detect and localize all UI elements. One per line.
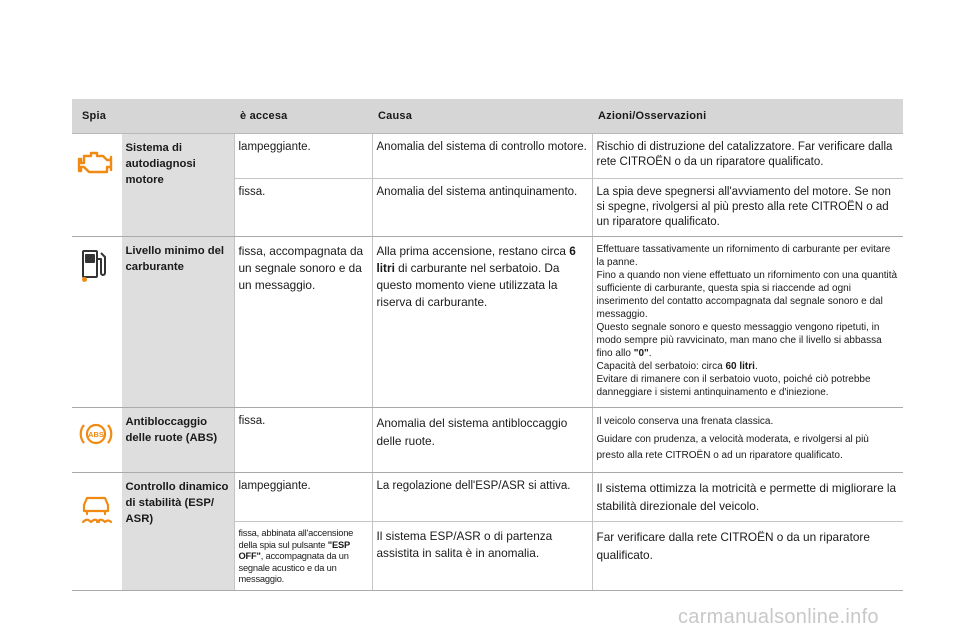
- cause-text: Il sistema ESP/ASR o di partenza assistita in salita è in anomalia.: [372, 522, 592, 591]
- action-paragraph: [597, 360, 900, 373]
- action-paragraph: Guidare con prudenza, a velocità moderata, e rivolgersi al più presto alla rete CITROËN o ad un riparatore qualificato.: [596, 434, 869, 461]
- action-paragraph: Evitare di rimanere con il serbatoio vuoto, poiché ciò potrebbe danneggiare i sistemi antinquinamento e d'iniezione.: [596, 374, 871, 398]
- state-text-start: fissa, abbinata all'accensione della spia sul pulsante: [238, 528, 354, 550]
- watermark-text: carmanualsonline.info: [678, 606, 879, 628]
- svg-text:ABS: ABS: [88, 430, 105, 439]
- icon-cell: [72, 473, 121, 591]
- action-text: La spia deve spegnersi all'avviamento del motore. Se non si spegne, rivolgersi al più presto alla rete CITROËN o ad un riparatore qualificato.: [592, 179, 903, 237]
- state-text: lampeggiante.: [234, 473, 372, 522]
- icon-cell: [72, 237, 121, 408]
- action-paragraph: Il veicolo conserva una frenata classica.: [596, 416, 774, 427]
- abs-icon: [78, 420, 114, 448]
- header-spia: Spia: [72, 99, 234, 134]
- action-text: Rischio di distruzione del catalizzatore. Far verificare dalla rete CITROËN o da un riparatore qualificato.: [592, 134, 903, 179]
- esp-skid-icon: [78, 491, 114, 525]
- warning-lights-table: [72, 99, 903, 591]
- cause-text-start: Alla prima accensione, restano circa: [376, 244, 566, 258]
- action-text-end: .: [754, 361, 758, 372]
- engine-icon: [76, 148, 116, 178]
- fuel-zero-level: "0": [633, 348, 649, 359]
- fuel-pump-icon: [79, 247, 113, 281]
- action-text: Far verificare dalla rete CITROËN o da un riparatore qualificato.: [592, 522, 903, 591]
- light-name: Controllo dinamico di stabilità (ESP/ ASR): [121, 473, 234, 591]
- light-name: Sistema di autodiagnosi motore: [121, 134, 234, 237]
- cause-text: Anomalia del sistema antibloccaggio delle ruote.: [372, 408, 592, 473]
- table-row: [72, 473, 903, 522]
- icon-cell: [72, 134, 121, 237]
- cause-text-end: di carburante nel serbatoio. Da questo momento viene utilizzata la riserva di carburante.: [376, 261, 560, 309]
- state-text-end: , accompagnata da un segnale acustico e da un messaggio.: [238, 551, 349, 584]
- tank-capacity-value: 60 litri: [725, 361, 755, 372]
- action-text: [592, 408, 903, 473]
- action-paragraph: Fino a quando non viene effettuato un rifornimento con una quantità sufficiente di carburante, questa spia si riaccende ad ogni inserimento del contatto accompagnata dal segnale sonoro e dal messaggio.: [596, 270, 898, 320]
- table-header-row: [72, 99, 903, 134]
- action-text: [592, 237, 903, 408]
- table-row: [72, 134, 903, 179]
- table-row: [72, 408, 903, 473]
- action-paragraph: [597, 321, 900, 360]
- action-paragraph: Effettuare tassativamente un rifornimento di carburante per evitare la panne.: [596, 244, 891, 268]
- table-row: [72, 237, 903, 408]
- state-text: [234, 522, 372, 591]
- state-text: lampeggiante.: [234, 134, 372, 179]
- icon-cell: [72, 408, 121, 473]
- action-text: Il sistema ottimizza la motricità e permette di migliorare la stabilità direzionale del veicolo.: [592, 473, 903, 522]
- state-text: fissa.: [234, 179, 372, 237]
- header-accesa: è accesa: [234, 99, 372, 134]
- cause-text: Anomalia del sistema antinquinamento.: [372, 179, 592, 237]
- state-text: fissa, accompagnata da un segnale sonoro e da un messaggio.: [234, 237, 372, 408]
- light-name: Livello minimo del carburante: [121, 237, 234, 408]
- action-text-start: Questo segnale sonoro e questo messaggio vengono ripetuti, in modo sempre più ravvicinato, man mano che il livello si abbassa fino allo: [596, 322, 882, 359]
- header-causa: Causa: [372, 99, 592, 134]
- action-text-end: .: [648, 348, 652, 359]
- cause-text: [372, 237, 592, 408]
- tank-capacity-label: Capacità del serbatoio: circa: [596, 361, 723, 372]
- cause-text: Anomalia del sistema di controllo motore.: [372, 134, 592, 179]
- warning-dot: [82, 277, 87, 282]
- cause-text: La regolazione dell'ESP/ASR si attiva.: [372, 473, 592, 522]
- fuel-reserve-amount: 6 litri: [376, 244, 576, 275]
- state-text: fissa.: [234, 408, 372, 473]
- light-name: Antibloccaggio delle ruote (ABS): [121, 408, 234, 473]
- esp-off-button-label: "ESP OFF": [238, 539, 350, 561]
- header-azioni: Azioni/Osservazioni: [592, 99, 903, 134]
